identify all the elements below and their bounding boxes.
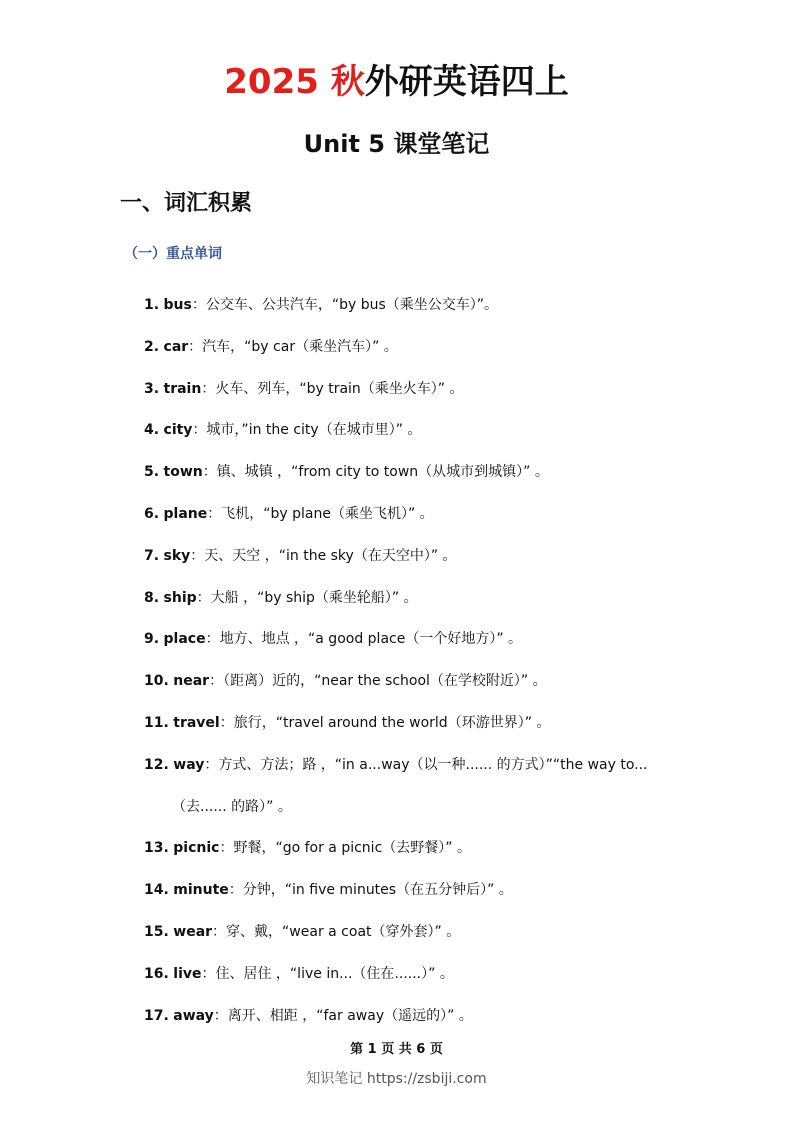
vocab-definition: ：野餐，“go for a picnic（去野餐）” 。 xyxy=(219,840,471,857)
title-season: 秋 xyxy=(330,62,365,102)
vocab-definition: ：穿、戴，“wear a coat（穿外套）” 。 xyxy=(212,923,461,940)
vocab-number: 14. xyxy=(144,882,169,899)
vocab-item xyxy=(144,369,744,411)
vocab-item xyxy=(144,912,744,954)
vocab-number: 5. xyxy=(144,464,160,481)
vocab-number: 4. xyxy=(144,422,160,439)
vocab-number: 17. xyxy=(144,1007,169,1024)
vocab-word: way xyxy=(173,756,205,773)
vocab-item xyxy=(144,578,744,620)
vocab-item xyxy=(144,703,744,745)
vocab-definition: ：公交车、公共汽车，“by bus（乘坐公交车）”。 xyxy=(191,297,499,313)
vocab-item xyxy=(144,327,744,369)
vocab-item-continuation xyxy=(144,787,744,829)
title-year: 2025 xyxy=(224,62,319,102)
vocab-definition: ：地方、地点 ，“a good place（一个好地方）” 。 xyxy=(205,631,523,648)
vocab-definition: ：分钟，“in five minutes（在五分钟后）” 。 xyxy=(228,882,513,899)
vocab-definition: ：汽车，“by car（乘坐汽车）” 。 xyxy=(188,338,398,355)
vocab-item xyxy=(144,996,744,1038)
vocab-number: 12. xyxy=(144,756,169,773)
vocab-number: 7. xyxy=(144,547,160,564)
vocab-item xyxy=(144,954,744,996)
vocab-number: 15. xyxy=(144,923,169,940)
vocab-word: picnic xyxy=(173,840,220,857)
vocab-definition: ：住、居住 ，“live in...（住在......）” 。 xyxy=(201,965,454,982)
vocab-number: 10. xyxy=(144,673,169,690)
vocab-word: live xyxy=(173,965,202,982)
vocab-word: away xyxy=(173,1007,214,1024)
vocab-item xyxy=(144,745,744,787)
subsection-heading: （一）重点单词 xyxy=(124,246,222,262)
vocab-definition: ：（距离）近的，“near the school（在学校附近）” 。 xyxy=(209,673,547,690)
vocab-item xyxy=(144,661,744,703)
vocab-number: 3. xyxy=(144,380,160,397)
vocab-word: train xyxy=(163,380,202,397)
document-subtitle: Unit 5 课堂笔记 xyxy=(303,130,490,158)
vocab-definition: ：离开、相距 ，“far away（遥远的）” 。 xyxy=(213,1007,473,1024)
vocab-definition: ：火车、列车，“by train（乘坐火车）” 。 xyxy=(201,380,464,397)
vocab-definition: ：旅行，“travel around the world（环游世界）” 。 xyxy=(219,714,551,731)
section-heading: 一、词汇积累 xyxy=(120,191,253,216)
vocab-number: 8. xyxy=(144,589,160,606)
document-title xyxy=(0,56,793,108)
vocab-word: sky xyxy=(163,547,191,564)
vocab-item xyxy=(144,494,744,536)
vocab-item xyxy=(144,410,744,452)
vocab-number: 9. xyxy=(144,631,160,648)
vocab-list xyxy=(144,285,744,1037)
vocab-definition: ：方式、方法；路 ，“in a...way（以一种...... 的方式）”“the way to... xyxy=(204,756,648,773)
page-number: 第 1 页 共 6 页 xyxy=(350,1042,443,1057)
vocab-number: 6. xyxy=(144,505,160,522)
site-footer: 知识笔记 https://zsbiji.com xyxy=(306,1071,487,1087)
vocab-word: city xyxy=(163,422,193,439)
vocab-number: 1. xyxy=(144,297,160,313)
vocab-number: 2. xyxy=(144,338,160,355)
vocab-word: plane xyxy=(163,505,208,522)
vocab-definition: ：天、天空 ，“in the sky（在天空中）” 。 xyxy=(190,547,457,564)
vocab-word: wear xyxy=(173,923,213,940)
vocab-definition: ：大船 ，“by ship（乘坐轮船）” 。 xyxy=(196,589,418,606)
vocab-item xyxy=(144,285,744,327)
vocab-item xyxy=(144,870,744,912)
vocab-item xyxy=(144,828,744,870)
vocab-word: town xyxy=(163,464,203,481)
vocab-item xyxy=(144,536,744,578)
vocab-definition: ：城市，”in the city（在城市里）” 。 xyxy=(192,422,422,439)
vocab-word: minute xyxy=(173,882,229,899)
vocab-word: ship xyxy=(163,589,197,606)
vocab-definition: ：飞机，“by plane（乘坐飞机）” 。 xyxy=(207,505,434,522)
title-rest: 外研英语四上 xyxy=(364,62,569,102)
vocab-word: near xyxy=(173,673,210,690)
vocab-item xyxy=(144,452,744,494)
vocab-number: 11. xyxy=(144,714,169,731)
vocab-word: travel xyxy=(173,714,220,731)
vocab-word: car xyxy=(163,338,189,355)
vocab-number: 16. xyxy=(144,965,169,982)
vocab-word: bus xyxy=(163,297,192,313)
vocab-definition: （去...... 的路）” 。 xyxy=(172,798,292,815)
vocab-definition: ：镇、城镇 ，“from city to town（从城市到城镇）” 。 xyxy=(202,464,549,481)
vocab-item xyxy=(144,619,744,661)
vocab-word: place xyxy=(163,631,206,648)
vocab-number: 13. xyxy=(144,840,169,857)
